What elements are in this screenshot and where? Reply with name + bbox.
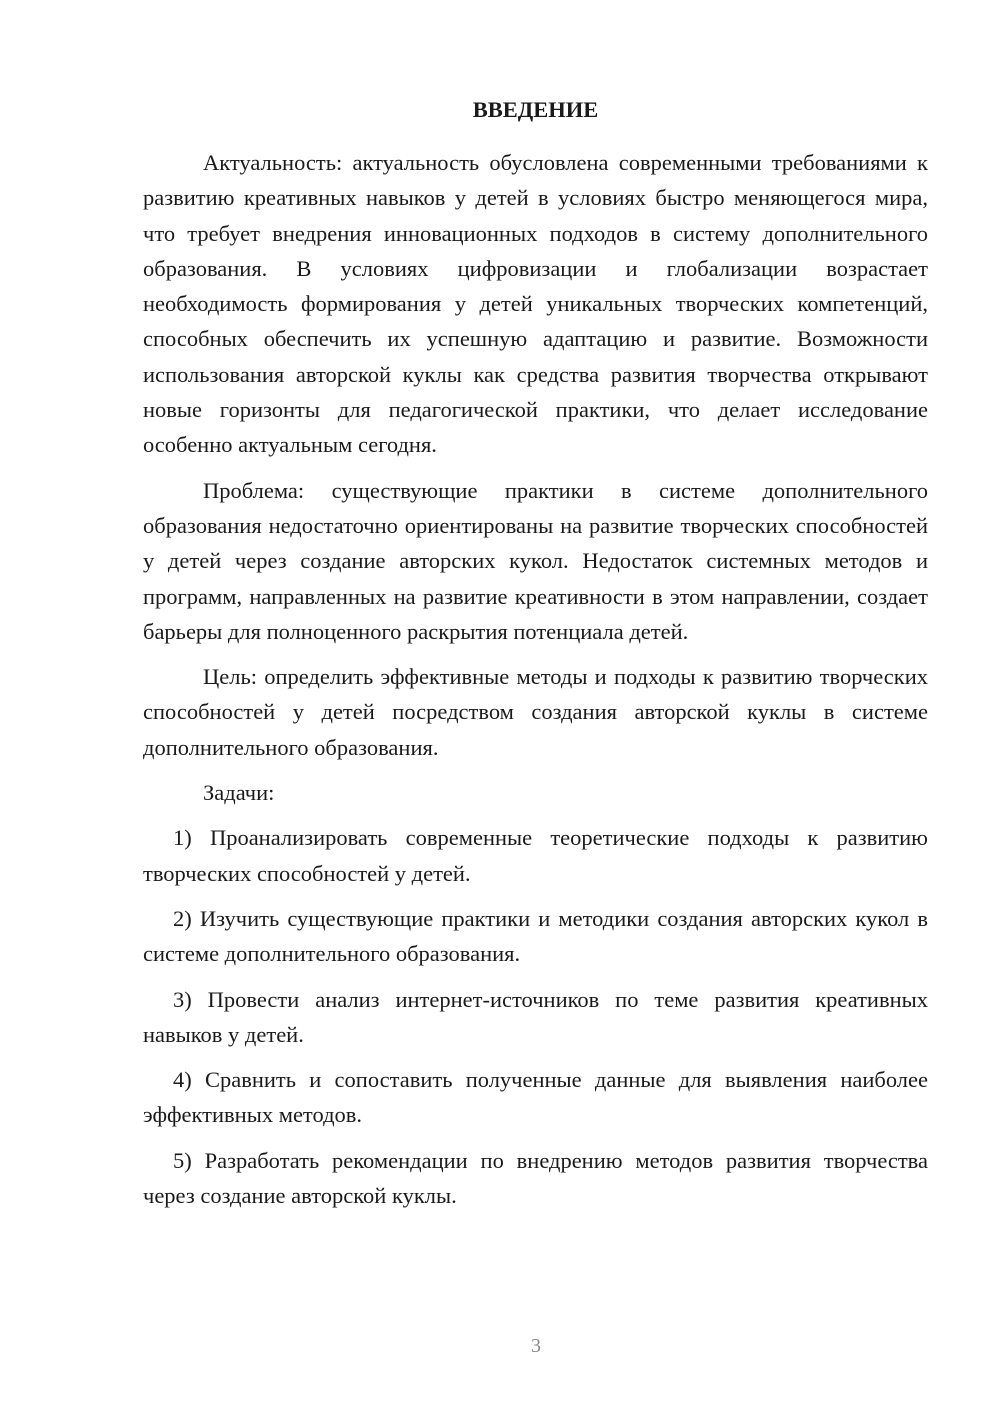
task-item-2: 2) Изучить существующие практики и методики создания авторских кукол в системе дополнительного образования.: [143, 905, 928, 967]
paragraph-relevance: Актуальность: актуальность обусловлена современными требованиями к развитию креативных навыков у детей в условиях быстро меняющегося мира, что требует внедрения инновационных подходов в систему дополнительного образования. В условиях цифровизации и глобализации возрастает необходимость формирования у детей уникальных творческих компетенций, способных обеспечить их успешную адаптацию и развитие. Возможности использования авторской куклы как средства развития творчества открывают новые горизонты для педагогической практики, что делает исследование особенно актуальным сегодня.: [143, 150, 928, 458]
document-body: [143, 92, 928, 1213]
task-item-3: 3) Провести анализ интернет-источников по теме развития креативных навыков у детей.: [143, 986, 928, 1047]
page-number: 3: [531, 1335, 541, 1357]
task-item-4: 4) Сравнить и сопоставить полученные данные для выявления наиболее эффективных методов.: [143, 1067, 928, 1128]
section-title: ВВЕДЕНИЕ: [472, 97, 599, 122]
tasks-heading: Задачи:: [203, 780, 275, 806]
paragraph-goal: Цель: определить эффективные методы и подходы к развитию творческих способностей у детей посредством создания авторской куклы в системе дополнительного образования.: [143, 664, 928, 760]
paragraph-problem: Проблема: существующие практики в системе дополнительного образования недостаточно ориентированы на развитие творческих способностей у детей через создание авторских кукол. Недостаток системных методов и программ, направленных на развитие креативности в этом направлении, создает барьеры для полноценного раскрытия потенциала детей.: [143, 477, 928, 644]
task-item-5: 5) Разработать рекомендации по внедрению методов развития творчества через создание авторской куклы.: [143, 1147, 928, 1209]
task-item-1: 1) Проанализировать современные теоретические подходы к развитию творческих способностей у детей.: [143, 825, 928, 886]
